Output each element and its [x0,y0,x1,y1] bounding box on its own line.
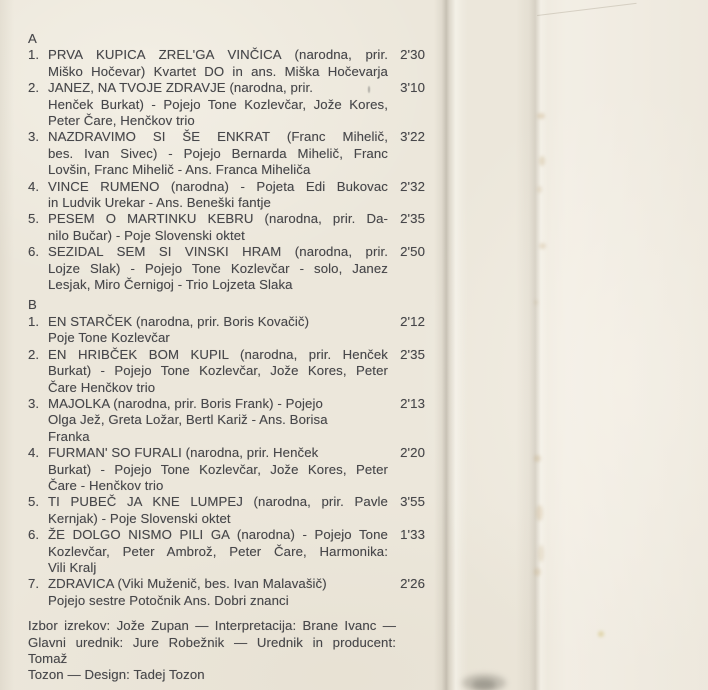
track-row [28,80,425,129]
track-duration: 3'22 [400,129,425,145]
track-row [28,494,425,527]
foxing-stain [539,156,545,166]
track-row [28,314,425,347]
track-line: JANEZ, NA TVOJE ZDRAVJE (narodna, prir. [48,80,314,96]
track-text [48,347,388,396]
foxing-stain [534,300,538,305]
track-line: VINCE RUMENO (narodna) - Pojeta Edi Bukovac [48,178,388,194]
track-text [48,211,388,244]
credits-line: Glavni urednik: Jure Robežnik — Urednik in producent: Tomaž [28,634,396,666]
foxing-stain [537,186,542,193]
foxing-stain [534,455,541,462]
track-row [28,244,425,293]
foxing-stain [534,568,541,576]
track-duration: 2'13 [400,395,425,411]
track-number: 3. [28,129,40,145]
track-line: Burkat) - Pojejo Tone Kozlevčar, Jože Kores, Peter [48,363,388,379]
track-line: PRVA KUPICA ZREL'GA VINČICA (narodna, prir. [48,47,388,63]
bottom-smudge [472,679,496,690]
fold-crease-right [516,0,548,690]
fold-crease-left [434,0,468,690]
track-duration: 2'50 [400,244,425,260]
track-line: NAZDRAVIMO SI ŠE ENKRAT (Franc Mihelič, [48,129,388,145]
track-row [28,396,425,445]
foxing-stain [538,545,544,562]
track-line: Miško Hočevar) Kvartet DO in ans. Miška Hočevarja [48,63,388,79]
track-duration: 2'12 [400,313,425,329]
track-line: Lesjak, Miro Černigoj - Trio Lojzeta Slaka [48,277,293,293]
track-line: Kernjak) - Poje Slovenski oktet [48,510,231,526]
side-b-label: B [28,297,37,313]
track-line: Lovšin, Franc Mihelič - Ans. Franca Miheliča [48,162,311,178]
track-text [48,179,388,212]
track-row [28,445,425,494]
foxing-stain [536,505,543,521]
track-text [48,396,388,445]
track-number: 5. [28,211,40,227]
track-duration: 2'30 [400,47,425,63]
track-duration: 3'55 [400,494,425,510]
foxing-stain [537,113,545,119]
track-line: Henček Burkat) - Pojejo Tone Kozlevčar, Jože Kores, [48,96,388,112]
track-line: TI PUBEČ JA KNE LUMPEJ (narodna, prir. Pavle [48,494,388,510]
track-row [28,576,425,609]
bottom-smudge [462,674,506,690]
track-number: 4. [28,178,40,194]
track-line: EN STARČEK (narodna, prir. Boris Kovačič) [48,313,310,329]
track-line: Čare Henčkov trio [48,379,156,395]
foxing-stain [598,631,604,637]
track-row [28,527,425,576]
track-line: Franka [48,428,90,444]
track-duration: 2'32 [400,178,425,194]
track-line: nilo Bučar) - Poje Slovenski oktet [48,227,245,243]
track-text [48,576,388,609]
track-line: ŽE DOLGO NISMO PILI GA (narodna) - Pojejo Tone [48,527,388,543]
track-duration: 3'10 [400,80,425,96]
track-line: Vili Kralj [48,559,97,575]
track-number: 5. [28,494,40,510]
corner-crease [535,0,636,16]
track-line: Pojejo sestre Potočnik Ans. Dobri znanci [48,592,289,608]
track-line: Kozlevčar, Peter Ambrož, Peter Čare, Harmonika: [48,543,388,559]
track-line: MAJOLKA (narodna, prir. Boris Frank) - Pojejo [48,395,323,411]
track-duration: 1'33 [400,527,425,543]
track-number: 2. [28,346,40,362]
track-row [28,211,425,244]
credits-line: Tozon — Design: Tadej Tozon [28,667,205,683]
track-number: 1. [28,47,40,63]
track-line: Burkat) - Pojejo Tone Kozlevčar, Jože Kores, Peter [48,461,388,477]
track-number: 4. [28,445,40,461]
track-line: FURMAN' SO FURALI (narodna, prir. Henček [48,445,319,461]
side-a-label: A [28,31,37,46]
track-duration: 2'20 [400,445,425,461]
track-line: Poje Tone Kozlevčar [48,330,170,346]
credits-line: Izbor izrekov: Jože Zupan — Interpretacija: Brane Ivanc — [28,618,396,634]
foxing-stain [539,243,546,249]
track-row [28,47,425,80]
track-line: bes. Ivan Sivec) - Pojejo Bernarda Mihelič, Franc [48,145,388,161]
track-number: 1. [28,313,40,329]
track-line: SEZIDAL SEM SI VINSKI HRAM (narodna, prir. [48,244,388,260]
track-row [28,347,425,396]
track-row [28,179,425,212]
track-text [48,244,388,293]
track-number: 7. [28,576,40,592]
track-row [28,129,425,178]
track-text [48,494,388,527]
side-b-section [28,297,425,609]
track-text [48,314,388,347]
track-text [48,47,388,80]
side-a-section [28,31,425,293]
track-line: Olga Jež, Greta Ložar, Bertl Kariž - Ans. Borisa [48,412,328,428]
credits-block [28,618,396,684]
track-number: 2. [28,80,40,96]
track-text [48,80,388,129]
track-number: 6. [28,244,40,260]
track-line: in Ludvik Urekar - Ans. Beneški fantje [48,195,271,211]
track-duration: 2'26 [400,576,425,592]
track-number: 6. [28,527,40,543]
track-line: EN HRIBČEK BOM KUPIL (narodna, prir. Henček [48,346,388,362]
track-line: Peter Čare, Henčkov trio [48,113,195,129]
track-line: PESEM O MARTINKU KEBRU (narodna, prir. Da- [48,211,388,227]
track-duration: 2'35 [400,211,425,227]
track-text [48,129,388,178]
track-number: 3. [28,395,40,411]
track-text [48,527,388,576]
track-duration: 2'35 [400,346,425,362]
tracklist-panel [28,31,425,684]
track-text [48,445,388,494]
track-line: Čare - Henčkov trio [48,477,164,493]
track-line: Lojze Slak) - Pojejo Tone Kozlevčar - solo, Janez [48,260,388,276]
track-line: ZDRAVICA (Viki Muženič, bes. Ivan Malavašič) [48,576,327,592]
